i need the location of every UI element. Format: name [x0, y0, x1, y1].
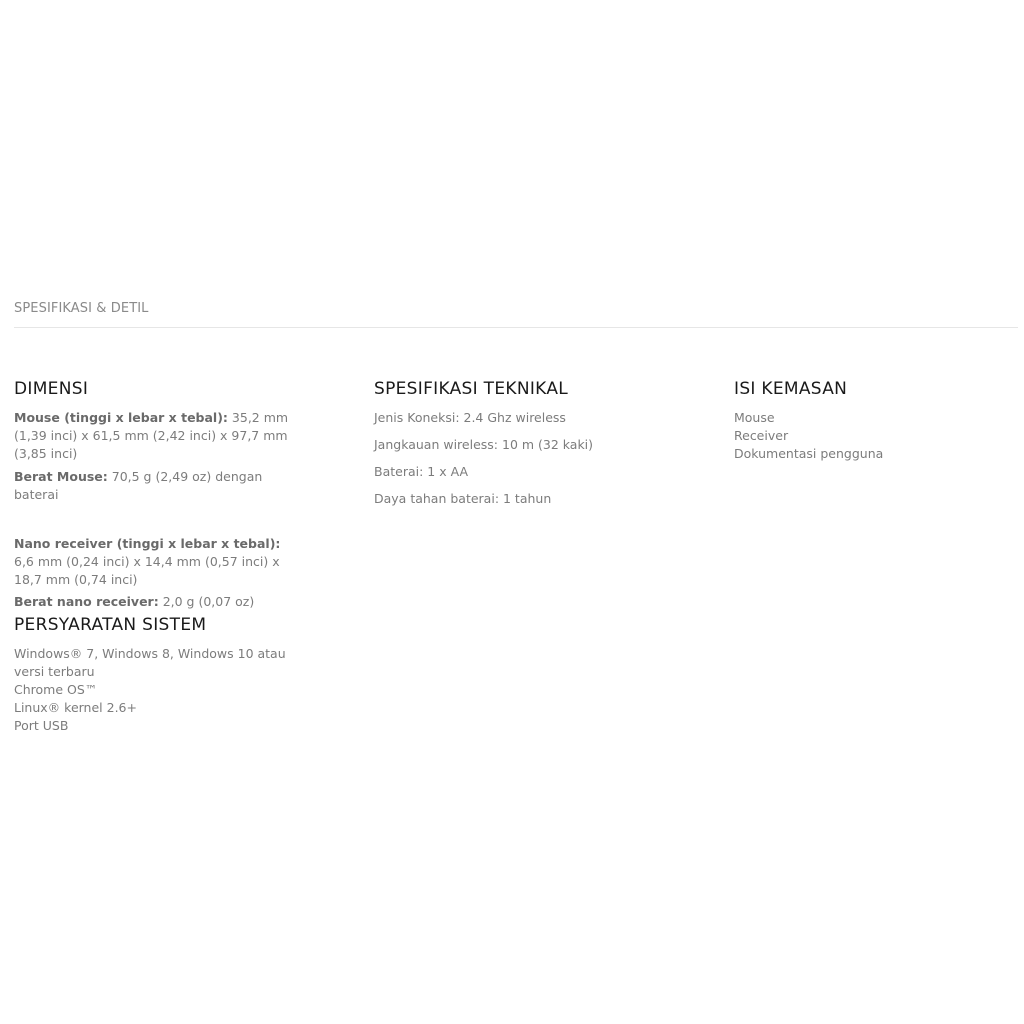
nano-receiver-dimensions [14, 535, 304, 589]
nano-receiver-weight-label: Berat nano receiver: [14, 594, 159, 609]
dimensions-heading: DIMENSI [14, 379, 89, 399]
tech-spec-item: Jenis Koneksi: 2.4 Ghz wireless [374, 410, 566, 425]
nano-receiver-dimensions-label: Nano receiver (tinggi x lebar x tebal): [14, 536, 281, 551]
mouse-weight-value: 70,5 g (2,49 oz) dengan baterai [14, 469, 263, 502]
requirement-item: Linux® kernel 2.6+ [14, 700, 137, 715]
mouse-weight [14, 468, 304, 504]
technical-column [374, 378, 664, 517]
nano-receiver-weight [14, 593, 304, 611]
mouse-dimensions-value: 35,2 mm (1,39 inci) x 61,5 mm (2,42 inci) x 97,7 mm (3,85 inci) [14, 410, 289, 461]
requirements-heading: PERSYARATAN SISTEM [14, 615, 207, 635]
package-heading: ISI KEMASAN [734, 379, 848, 399]
package-item: Mouse [734, 410, 775, 425]
mouse-weight-label: Berat Mouse: [14, 469, 108, 484]
requirement-item: Chrome OS™ [14, 682, 98, 697]
section-divider [14, 327, 1018, 328]
requirements-column [14, 614, 304, 735]
package-item: Receiver [734, 428, 789, 443]
package-item: Dokumentasi pengguna [734, 446, 884, 461]
mouse-dimensions [14, 409, 304, 463]
dimensions-column [14, 378, 304, 611]
mouse-dimensions-label: Mouse (tinggi x lebar x tebal): [14, 410, 228, 425]
nano-receiver-weight-value: 2,0 g (0,07 oz) [158, 594, 255, 609]
package-column [734, 378, 1024, 463]
requirements-list [14, 645, 304, 735]
requirement-item: Windows® 7, Windows 8, Windows 10 atau versi terbaru [14, 646, 286, 679]
section-title: SPESIFIKASI & DETIL [14, 301, 149, 316]
requirement-item: Port USB [14, 718, 69, 733]
tech-spec-item: Jangkauan wireless: 10 m (32 kaki) [374, 437, 594, 452]
tech-spec-item: Daya tahan baterai: 1 tahun [374, 491, 552, 506]
nano-receiver-dimensions-value: 6,6 mm (0,24 inci) x 14,4 mm (0,57 inci) x 18,7 mm (0,74 inci) [14, 554, 280, 587]
technical-heading: SPESIFIKASI TEKNIKAL [374, 379, 569, 399]
tech-spec-item: Baterai: 1 x AA [374, 464, 469, 479]
package-list [734, 409, 1024, 463]
